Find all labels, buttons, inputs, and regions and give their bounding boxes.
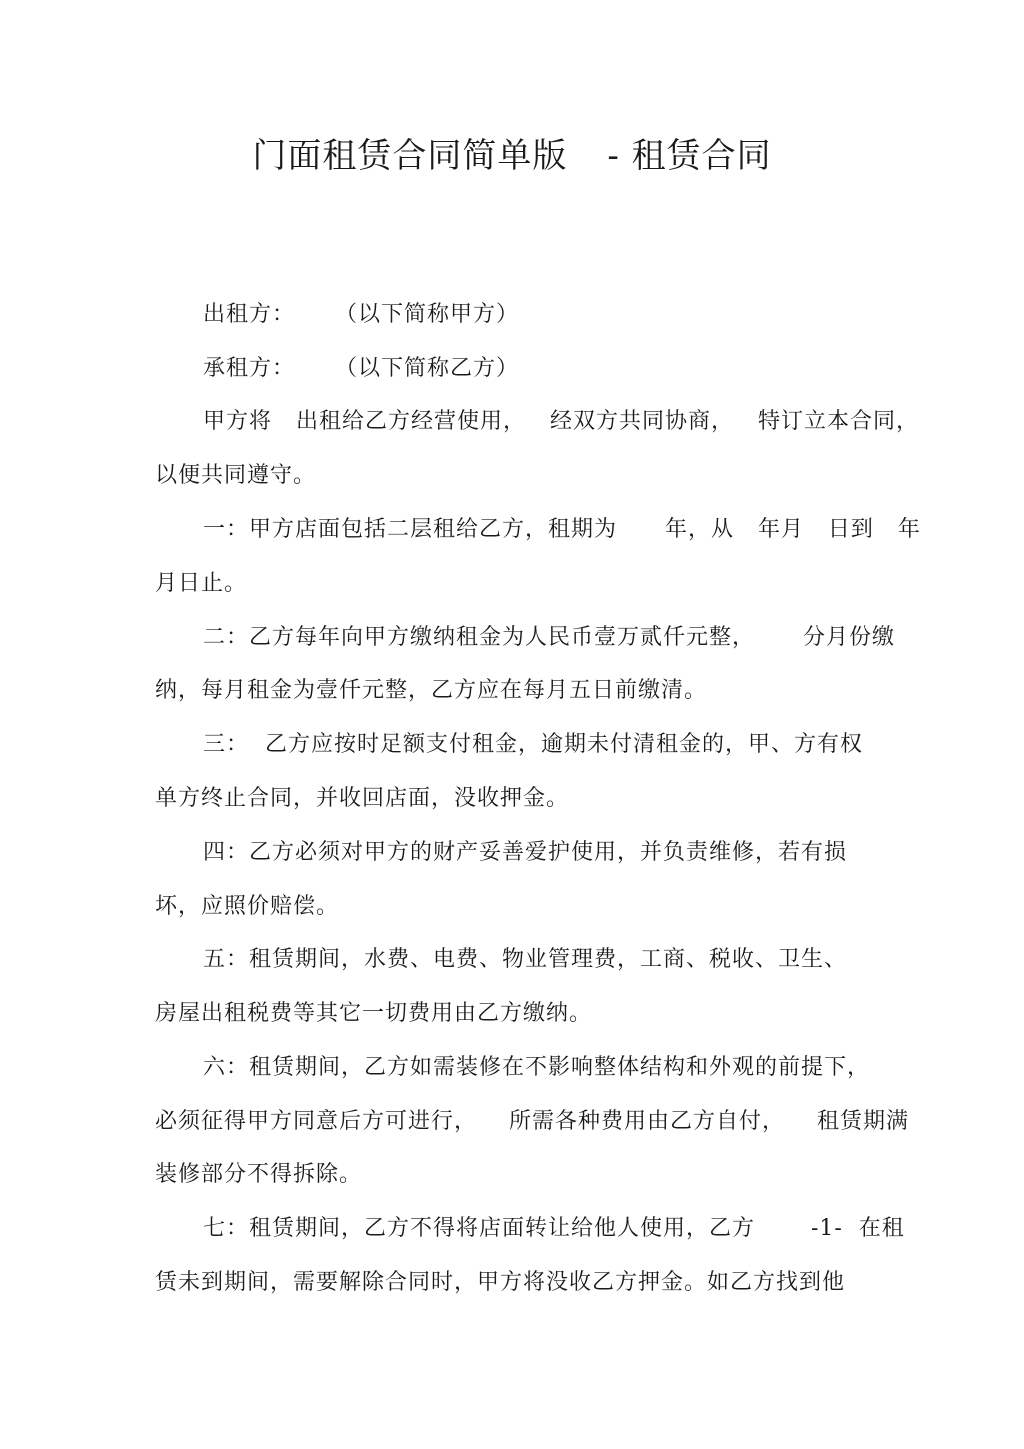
intro-line-2: 以便共同遵守。	[155, 463, 317, 488]
clause-6-line-1: 六：租赁期间，乙方如需装修在不影响整体结构和外观的前提下，	[203, 1055, 871, 1080]
clause-6-line-3: 装修部分不得拆除。	[155, 1162, 363, 1187]
clause-2-line-1: 二：乙方每年向甲方缴纳租金为人民币壹万贰仟元整， 分月份缴	[203, 625, 895, 650]
document-title	[0, 128, 1024, 177]
clause-4-line-1: 四：乙方必须对甲方的财产妥善爱护使用，并负责维修，若有损	[203, 840, 848, 865]
title-main: 门面租赁合同简单版	[252, 136, 568, 176]
clause-3-line-1: 三： 乙方应按时足额支付租金，逾期未付清租金的，甲、方有权	[203, 732, 863, 757]
lessor-line: 出租方： （以下简称甲方）	[203, 302, 519, 327]
clause-1-line-2: 月日止。	[155, 571, 248, 596]
clause-1-line-1: 一：甲方店面包括二层租给乙方，租期为 年，从 年月 日到 年	[203, 517, 921, 542]
intro-line-1: 甲方将 出租给乙方经营使用， 经双方共同协商， 特订立本合同，	[203, 409, 919, 434]
clause-7-line-2: 赁未到期间，需要解除合同时，甲方将没收乙方押金。如乙方找到他	[155, 1270, 846, 1295]
clause-5-line-2: 房屋出租税费等其它一切费用由乙方缴纳。	[155, 1001, 593, 1026]
lessee-line: 承租方： （以下简称乙方）	[203, 356, 519, 381]
clause-4-line-2: 坏，应照价赔偿。	[155, 894, 340, 919]
clause-2-line-2: 纳，每月租金为壹仟元整，乙方应在每月五日前缴清。	[155, 678, 708, 703]
title-suffix: - 租赁合同	[607, 136, 772, 176]
clause-7-line-1: 七：租赁期间，乙方不得将店面转让给他人使用，乙方 -1- 在租	[203, 1216, 905, 1241]
clause-6-line-2: 必须征得甲方同意后方可进行， 所需各种费用由乙方自付， 租赁期满	[155, 1109, 909, 1134]
clause-5-line-1: 五：租赁期间，水费、电费、物业管理费，工商、税收、卫生、	[203, 947, 848, 972]
clause-3-line-2: 单方终止合同，并收回店面，没收押金。	[155, 786, 570, 811]
